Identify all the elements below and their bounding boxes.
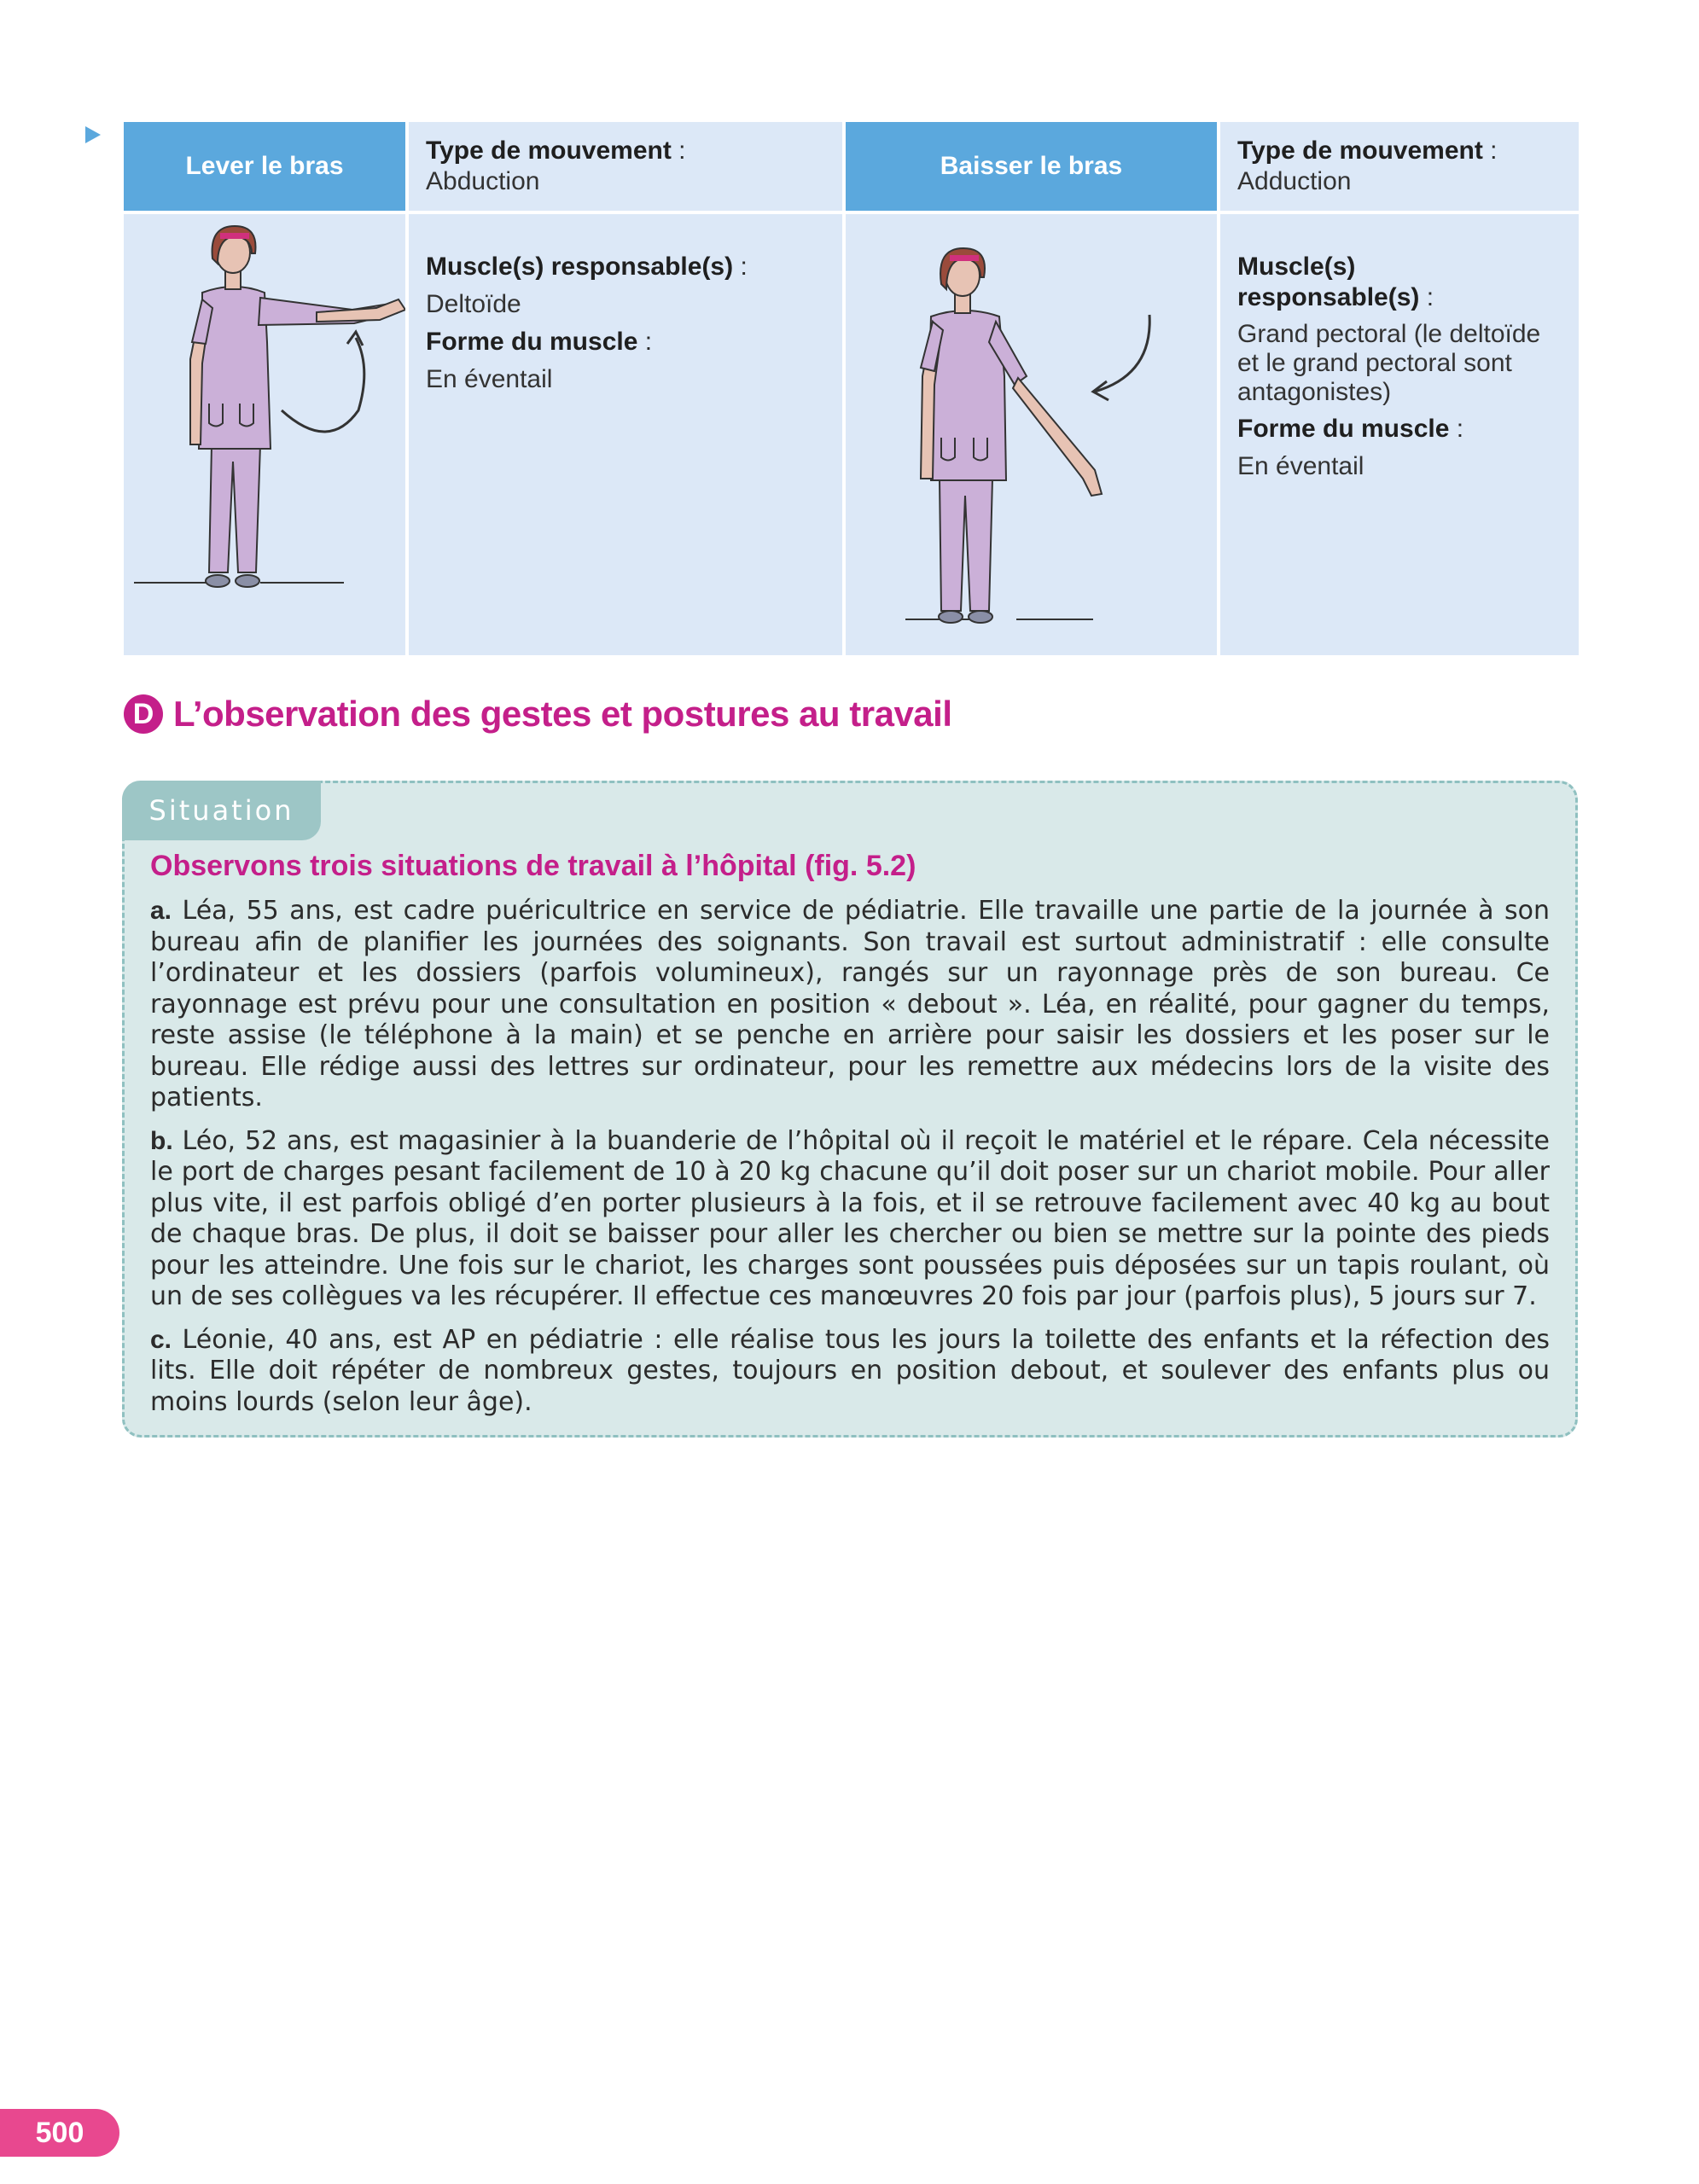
section-letter-badge: D	[124, 694, 163, 734]
colon: :	[671, 136, 686, 165]
right-header-label: Baisser le bras	[940, 152, 1123, 180]
paragraph-c	[150, 1325, 1550, 1419]
colon: :	[1419, 283, 1434, 311]
left-movement-value: Abduction	[426, 167, 540, 195]
section-d-heading	[124, 694, 952, 735]
left-details-cell	[409, 214, 842, 655]
right-muscle-value: Grand pectoral (le deltoïde et le grand pectoral sont antagonistes)	[1237, 320, 1541, 406]
paragraph-mark: c.	[150, 1325, 172, 1354]
movement-table	[124, 122, 1579, 655]
situation-tab: Situation	[122, 781, 321, 840]
right-movement-value: Adduction	[1237, 167, 1352, 195]
left-muscle-value: Deltoïde	[426, 290, 521, 318]
left-header-label: Lever le bras	[185, 152, 344, 180]
situation-box	[122, 781, 1578, 1438]
colon: :	[733, 253, 748, 281]
colon: :	[1449, 415, 1464, 443]
raise-arm-illustration	[124, 214, 405, 655]
lower-arm-figure-icon	[846, 214, 1217, 655]
colon: :	[637, 328, 653, 356]
right-form-value: En éventail	[1237, 452, 1364, 480]
raise-arm-figure-icon	[124, 214, 405, 655]
left-movement-cell	[409, 122, 842, 211]
section-title: L’observation des gestes et postures au travail	[173, 694, 952, 734]
left-header	[124, 122, 405, 211]
right-muscle-label: Muscle(s) responsable(s)	[1237, 253, 1420, 311]
right-movement-cell	[1220, 122, 1579, 211]
right-form-label: Forme du muscle	[1237, 415, 1450, 443]
page-number: 500	[0, 2109, 119, 2157]
left-form-value: En éventail	[426, 365, 553, 393]
paragraph-mark: b.	[150, 1126, 173, 1155]
paragraph-b	[150, 1126, 1550, 1313]
paragraph-text: Léonie, 40 ans, est AP en pédiatrie : elle réalise tous les jours la toilette des enfants et la réfection des lits. Elle doit répéter de nombreux gestes, toujours en position debout, et soulever des enfants plus ou moins lourds (selon leur âge).	[150, 1324, 1550, 1417]
paragraph-a	[150, 896, 1550, 1114]
left-form-label: Forme du muscle	[426, 328, 638, 356]
colon: :	[1482, 136, 1498, 165]
lower-arm-illustration	[846, 214, 1217, 655]
paragraph-text: Léa, 55 ans, est cadre puéricultrice en service de pédiatrie. Elle travaille une partie de la journée à son bureau afin de planifier les journées des soignants. Son travail est surtout administratif : elle consulte l’ordinateur et les dossiers (parfois volumineux), rangés sur un rayonnage près de son bureau. Ce rayonnage est prévu pour une consultation en position « debout ». Léa, en réalité, pour gagner du temps, reste assise (le téléphone à la main) et se penche en arrière pour saisir les dossiers et les poser sur le bureau. Elle rédige aussi des lettres sur ordinateur, pour les remettre aux médecins lors de la visite des patients.	[150, 896, 1550, 1112]
situation-paragraphs	[150, 896, 1550, 1430]
left-muscle-label: Muscle(s) responsable(s)	[426, 253, 734, 281]
left-movement-label: Type de mouvement	[426, 136, 672, 165]
section-marker-icon	[85, 126, 101, 143]
paragraph-text: Léo, 52 ans, est magasinier à la buanderie de l’hôpital où il reçoit le matériel et le répare. Cela nécessite le port de charges pesant facilement de 10 à 20 kg chacune qu’il doit poser sur un chariot mobile. Pour aller plus vite, il est parfois obligé d’en porter plusieurs à la fois, et il se retrouve facilement avec 40 kg au bout de chaque bras. De plus, il doit se baisser pour aller les chercher ou bien se mettre sur la pointe des pieds pour les atteindre. Une fois sur le chariot, les charges sont poussées puis déposées sur un tapis roulant, où un de ses collègues va les récupérer. Il effectue ces manœuvres 20 fois par jour (parfois plus), 5 jours sur 7.	[150, 1125, 1550, 1311]
right-details-cell	[1220, 214, 1579, 655]
situation-title: Observons trois situations de travail à l’hôpital (fig. 5.2)	[150, 850, 916, 882]
paragraph-mark: a.	[150, 897, 172, 925]
right-movement-label: Type de mouvement	[1237, 136, 1483, 165]
right-header	[846, 122, 1217, 211]
